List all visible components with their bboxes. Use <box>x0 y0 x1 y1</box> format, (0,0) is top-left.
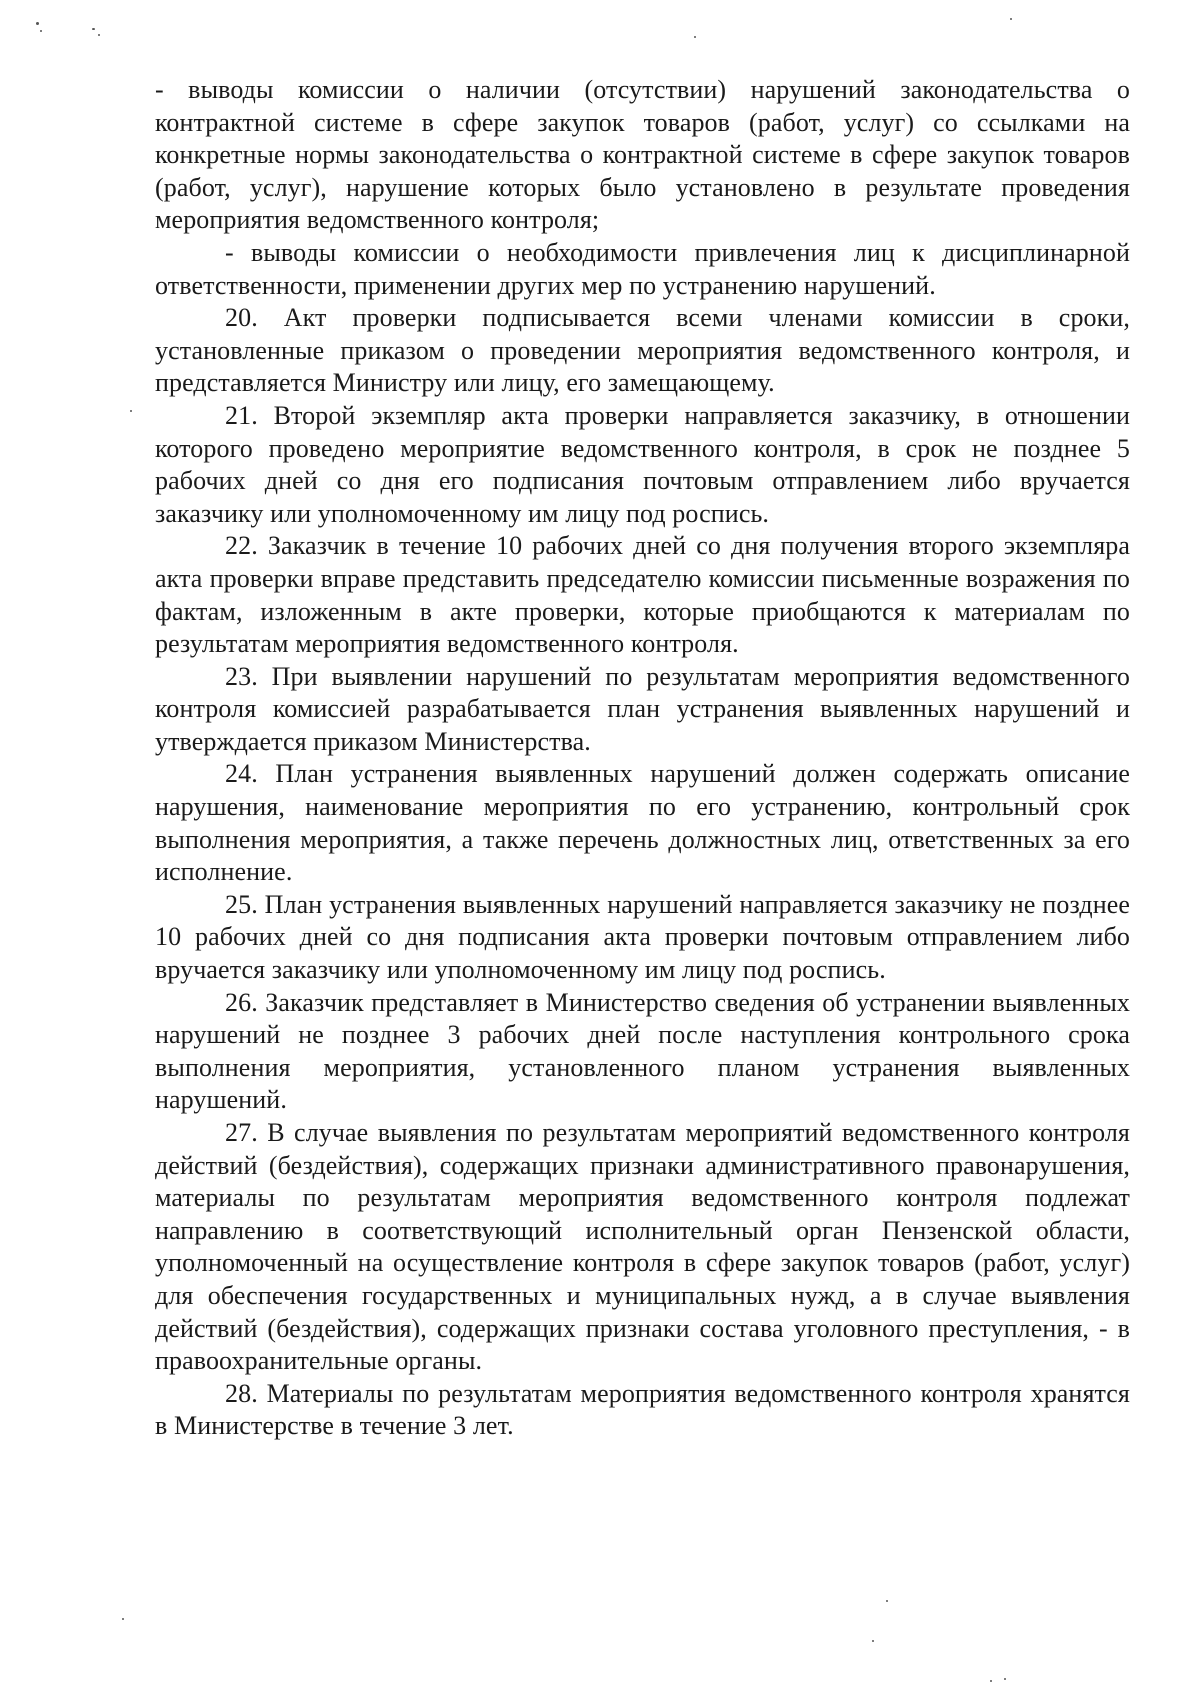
paragraph-item-25: 25. План устранения выявленных нарушений направляется заказчику не позднее 10 рабочих дней со дня подписания акта проверки почтовым отправлением либо вручается заказчику или уполномоченному им лицу под роспись. <box>155 889 1130 985</box>
scan-speck <box>1010 18 1012 20</box>
scan-speck <box>122 1618 124 1620</box>
paragraph-item-21: 21. Второй экземпляр акта проверки направляется заказчику, в отношении которого проведено мероприятие ведомственного контроля, в срок не позднее 5 рабочих дней со дня его подписания почтовым отправлением либо вручается заказчику или уполномоченному им лицу под роспись. <box>155 400 1130 528</box>
paragraph-item-24: 24. План устранения выявленных нарушений должен содержать описание нарушения, наименование мероприятия по его устранению, контрольный срок выполнения мероприятия, а также перечень должностных лиц, ответственных за его исполнение. <box>155 759 1130 887</box>
scan-speck <box>1004 1678 1006 1680</box>
paragraph-item-23: 23. При выявлении нарушений по результатам мероприятия ведомственного контроля комиссией разрабатывается план устранения выявленных нарушений и утверждается приказом Министерства. <box>155 661 1130 756</box>
paragraph-item-27: 27. В случае выявления по результатам мероприятий ведомственного контроля действий (бездействия), содержащих признаки административного правонарушения, материалы по результатам мероприятия ведомственного контроля подлежат направлению в соответствующий исполнительный орган Пензенской области, уполномоченный на осуществление контроля в сфере закупок товаров (работ, услуг) для обеспечения государственных и муниципальных нужд, а в случае выявления действий (бездействия), содержащих признаки состава уголовного преступления, - в правоохранительные органы. <box>155 1118 1130 1376</box>
scan-speck <box>40 30 42 32</box>
scan-speck <box>886 1600 888 1602</box>
paragraph-item-22: 22. Заказчик в течение 10 рабочих дней со дня получения второго экземпляра акта проверки вправе представить председателю комиссии письменные возражения по фактам, изложенным в акте проверки, которые приобщаются к материалам по результатам мероприятия ведомственного контроля. <box>155 531 1130 659</box>
scan-speck <box>694 36 696 38</box>
scan-speck <box>36 22 39 25</box>
paragraph-conclusions-violations: - выводы комиссии о наличии (отсутствии) нарушений законодательства о контрактной системе в сфере закупок товаров (работ, услуг) со ссылками на конкретные нормы законодательства о контрактной системе в сфере закупок товаров (работ, услуг), нарушение которых было установлено в результате проведения мероприятия ведомственного контроля; <box>155 75 1130 235</box>
scan-speck <box>130 410 132 412</box>
document-body <box>155 74 1130 1443</box>
scan-speck <box>990 1680 992 1682</box>
paragraph-item-20: 20. Акт проверки подписывается всеми членами комиссии в сроки, установленные приказом о проведении мероприятия ведомственного контроля, и представляется Министру или лицу, его замещающему. <box>155 303 1130 398</box>
paragraph-conclusions-disciplinary: - выводы комиссии о необходимости привлечения лиц к дисциплинарной ответственности, применении других мер по устранению нарушений. <box>155 237 1130 300</box>
paragraph-item-28: 28. Материалы по результатам мероприятия ведомственного контроля хранятся в Министерстве в течение 3 лет. <box>155 1378 1130 1441</box>
scan-speck <box>98 34 100 36</box>
scan-speck <box>92 28 95 30</box>
scan-speck <box>872 1640 874 1642</box>
paragraph-item-26: 26. Заказчик представляет в Министерство сведения об устранении выявленных нарушений не позднее 3 рабочих дней после наступления контрольного срока выполнения мероприятия, установленного планом устранения выявленных нарушений. <box>155 987 1130 1115</box>
